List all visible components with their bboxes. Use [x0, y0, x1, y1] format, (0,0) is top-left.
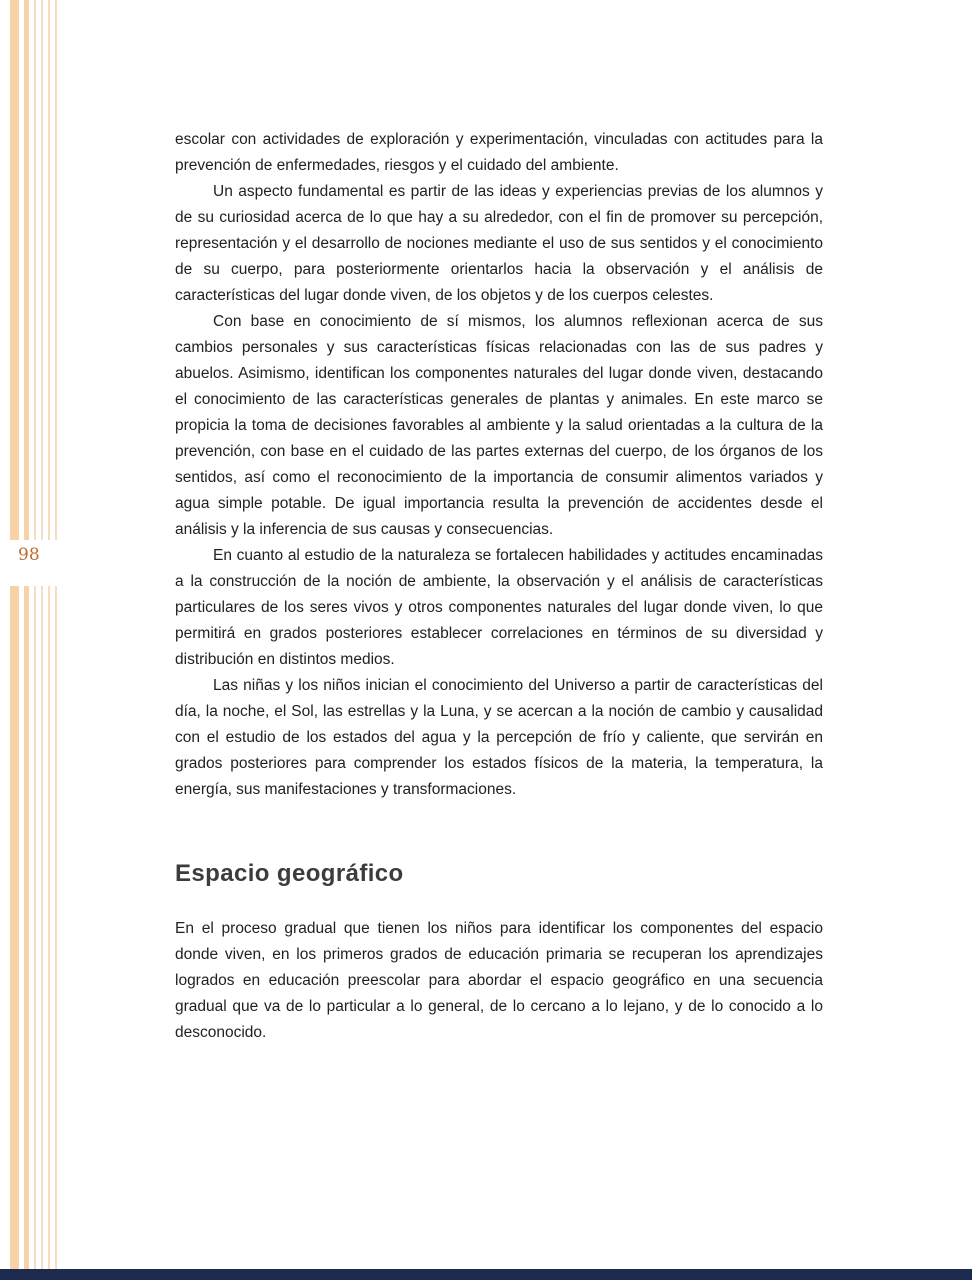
margin-stripes-bottom — [0, 586, 60, 1269]
body-paragraph: escolar con actividades de exploración y experimentación, vinculadas con actitudes para la prevención de enfermedades, riesgos y el cuidado del ambiente. — [175, 131, 823, 174]
body-paragraph: En cuanto al estudio de la naturaleza se fortalecen habilidades y actitudes encaminadas a la construcción de la noción de ambiente, la observación y el análisis de características particulares de los seres vivos y otros componentes naturales del lugar donde viven, lo que permitirá en grados posteriores establecer correlaciones en términos de su diversidad y distribución en distintos medios. — [175, 547, 823, 668]
text-column — [175, 127, 823, 1046]
body-paragraph: Un aspecto fundamental es partir de las ideas y experiencias previas de los alumnos y de su curiosidad acerca de lo que hay a su alrededor, con el fin de promover su percepción, representación y el desarrollo de nociones mediante el uso de sus sentidos y el conocimiento de su cuerpo, para posteriormente orientarlos hacia la observación y el análisis de características del lugar donde viven, de los objetos y de los cuerpos celestes. — [175, 183, 823, 304]
footer-bar — [0, 1269, 972, 1280]
margin-stripes-top — [0, 0, 60, 540]
page-number: 98 — [18, 545, 40, 565]
body-paragraph: Con base en conocimiento de sí mismos, los alumnos reflexionan acerca de sus cambios personales y sus características físicas relacionadas con las de sus padres y abuelos. Asimismo, identifican los componentes naturales del lugar donde viven, destacando el conocimiento de las características generales de plantas y animales. En este marco se propicia la toma de decisiones favorables al ambiente y la salud orientadas a la cultura de la prevención, con base en el cuidado de las partes externas del cuerpo, de los órganos de los sentidos, así como el reconocimiento de la importancia de consumir alimentos variados y agua simple potable. De igual importancia resulta la prevención de accidentes desde el análisis y la inferencia de sus causas y consecuencias. — [175, 313, 823, 538]
section-heading: Espacio geográfico — [175, 860, 404, 887]
body-paragraph: En el proceso gradual que tienen los niños para identificar los componentes del espacio donde viven, en los primeros grados de educación primaria se recuperan los aprendizajes logrados en educación preescolar para abordar el espacio geográfico en una secuencia gradual que va de lo particular a lo general, de lo cercano a lo lejano, y de lo conocido a lo desconocido. — [175, 920, 823, 1041]
body-paragraph: Las niñas y los niños inician el conocimiento del Universo a partir de características del día, la noche, el Sol, las estrellas y la Luna, y se acercan a la noción de cambio y causalidad con el estudio de los estados del agua y la percepción de frío y caliente, que servirán en grados posteriores para comprender los estados físicos de la materia, la temperatura, la energía, sus manifestaciones y transformaciones. — [175, 677, 823, 798]
